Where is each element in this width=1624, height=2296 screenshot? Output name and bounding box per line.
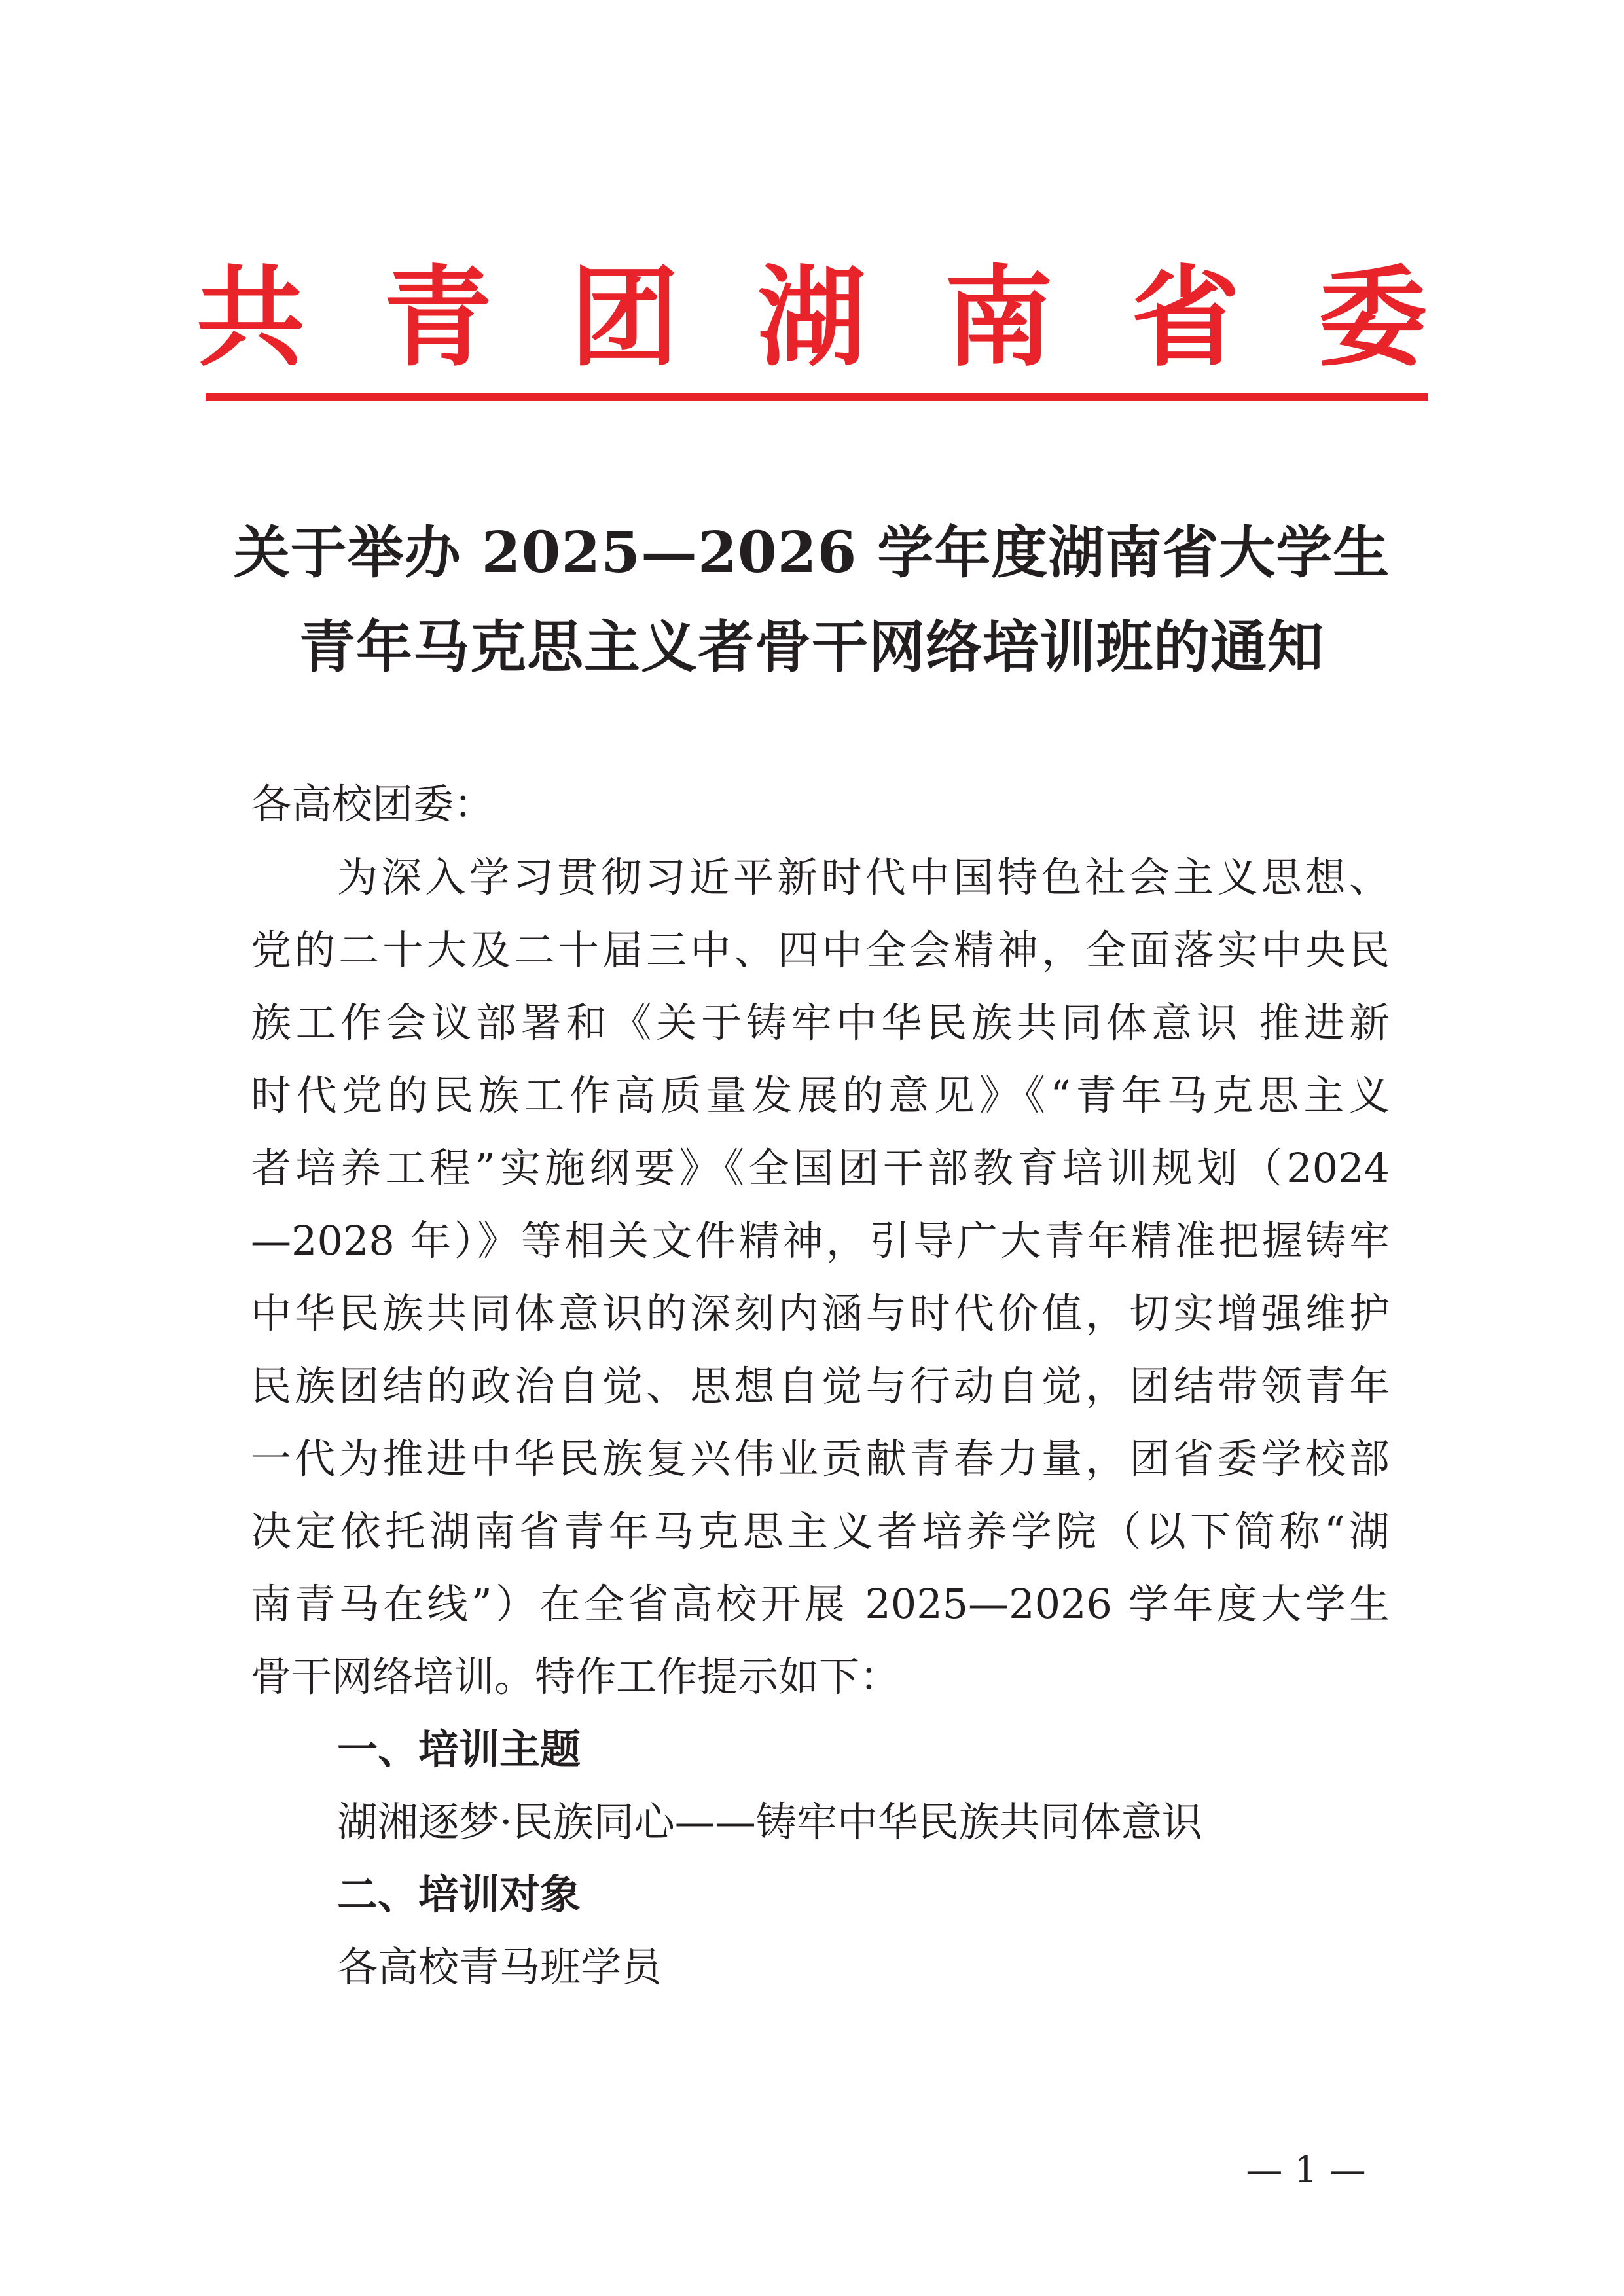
- section-heading-training-target: 二、培训对象: [337, 1871, 581, 1918]
- section-content-training-theme: 湖湘逐梦·民族同心——铸牢中华民族共同体意识: [337, 1798, 1202, 1846]
- masthead-char: 委: [1318, 254, 1427, 382]
- body-line: 族工作会议部署和《关于铸牢中华民族共同体意识 推进新: [251, 999, 1390, 1047]
- body-line: 者培养工程”实施纲要》《全国团干部教育培训规划（2024: [251, 1144, 1390, 1192]
- body-line: 决定依托湖南省青年马克思主义者培养学院（以下简称“湖: [251, 1507, 1390, 1555]
- masthead-red-divider: [206, 393, 1428, 401]
- masthead-char: 南: [944, 254, 1053, 382]
- body-line: 时代党的民族工作高质量发展的意见》《“青年马克思主义: [251, 1071, 1390, 1119]
- salutation: 各高校团委：: [251, 780, 495, 828]
- document-title-line-2: 青年马克思主义者骨干网络培训班的通知: [299, 614, 1324, 680]
- masthead-org-name: [196, 253, 1427, 384]
- masthead-char: 省: [1131, 254, 1240, 382]
- section-heading-training-theme: 一、培训主题: [337, 1725, 581, 1773]
- document-title-line-1: 关于举办 2025—2026 学年度湖南省大学生: [233, 520, 1390, 586]
- page-number: — 1 —: [1246, 2149, 1366, 2191]
- masthead-char: 共: [196, 254, 305, 382]
- body-line: —2028 年）》等相关文件精神，引导广大青年精准把握铸牢: [251, 1217, 1390, 1265]
- body-line: 民族团结的政治自觉、思想自觉与行动自觉，团结带领青年: [251, 1362, 1390, 1410]
- body-line: 为深入学习贯彻习近平新时代中国特色社会主义思想、: [337, 853, 1390, 901]
- body-line: 骨干网络培训。特作工作提示如下：: [251, 1653, 901, 1700]
- body-line: 党的二十大及二十届三中、四中全会精神，全面落实中央民: [251, 926, 1390, 974]
- body-line: 一代为推进中华民族复兴伟业贡献青春力量，团省委学校部: [251, 1435, 1390, 1482]
- masthead-char: 湖: [757, 254, 866, 382]
- masthead-char: 团: [570, 254, 679, 382]
- masthead-char: 青: [383, 254, 492, 382]
- body-line: 中华民族共同体意识的深刻内涵与时代价值，切实增强维护: [251, 1289, 1390, 1337]
- section-content-training-target: 各高校青马班学员: [337, 1943, 662, 1991]
- body-line: 南青马在线”）在全省高校开展 2025—2026 学年度大学生: [251, 1580, 1390, 1628]
